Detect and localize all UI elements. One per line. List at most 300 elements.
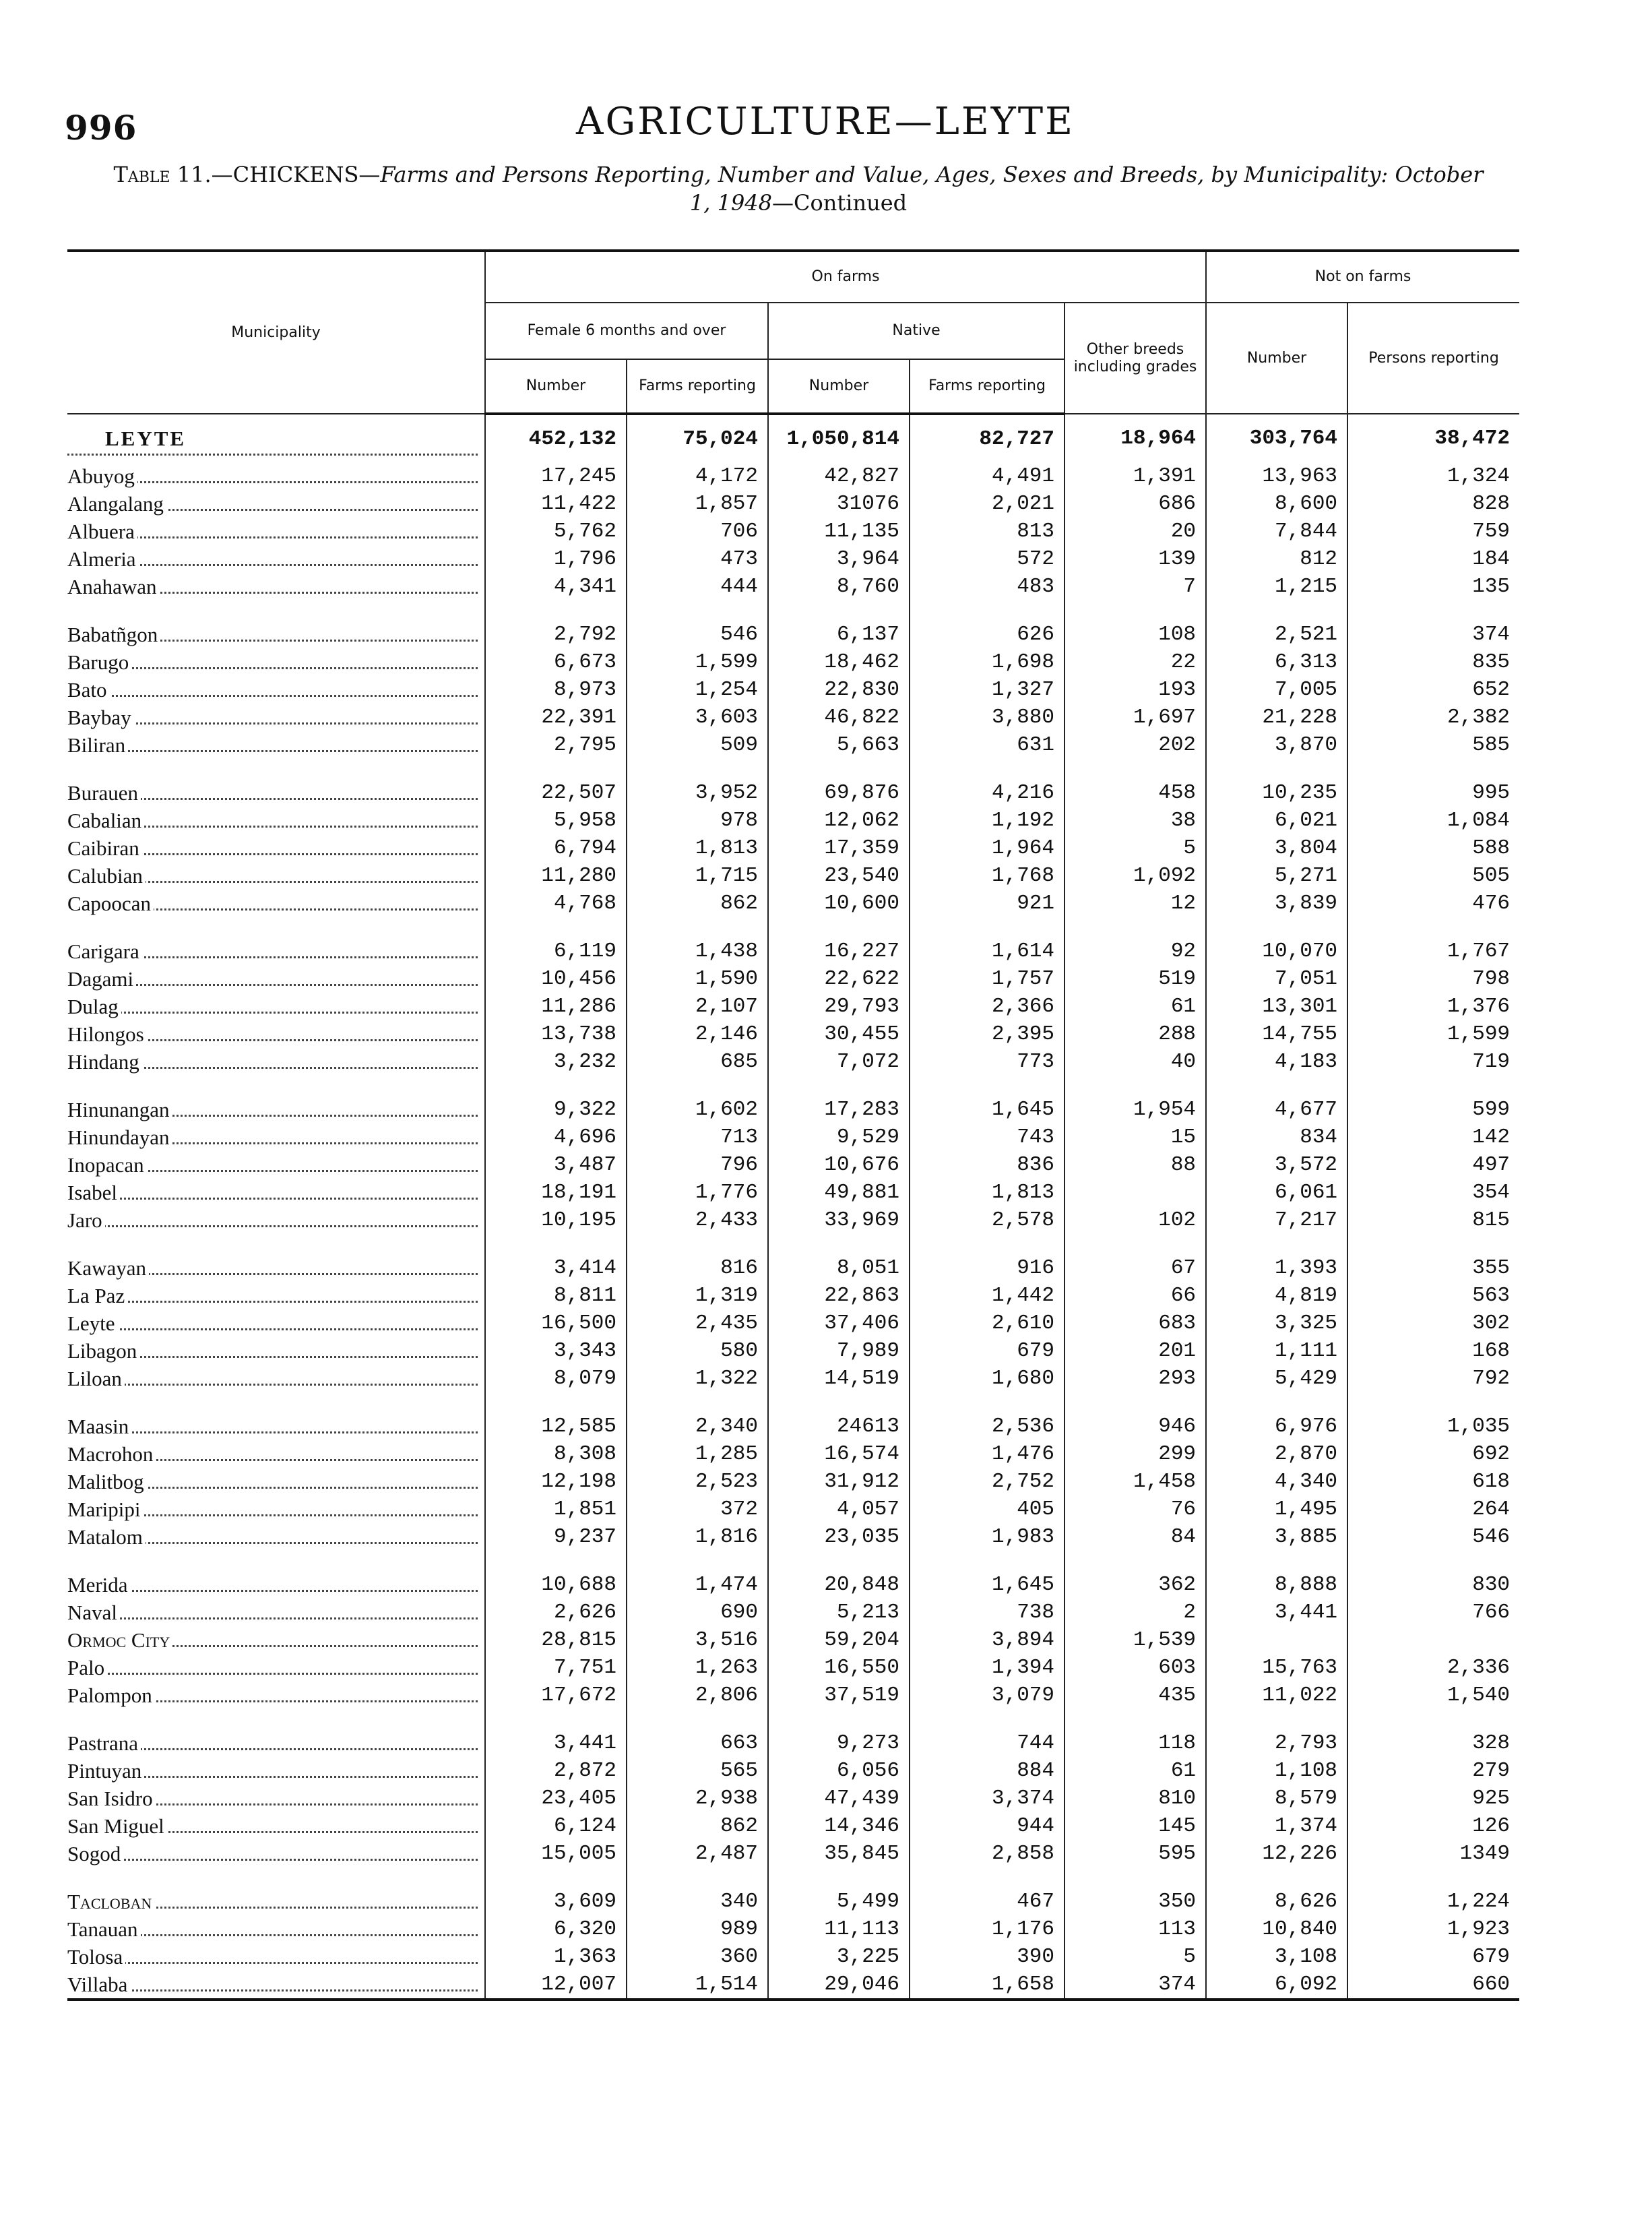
- cell-not-on-farms-number: 7,217: [1206, 1206, 1347, 1234]
- municipality-name: Dagami: [67, 967, 136, 991]
- municipality-name: Tolosa: [67, 1945, 125, 1969]
- cell-female-farms: 713: [627, 1123, 768, 1151]
- cell-persons-reporting: 830: [1347, 1571, 1519, 1599]
- cell-native-number: 8,760: [768, 573, 910, 600]
- cell-native-farms: 4,491: [910, 462, 1065, 490]
- municipality-name: Alangalang: [67, 492, 166, 516]
- table-row: [67, 890, 1519, 917]
- cell-not-on-farms-number: 6,313: [1206, 648, 1347, 676]
- cell-name: [67, 807, 485, 834]
- group-spacer: [67, 1709, 1519, 1729]
- cell-other-breeds: 88: [1065, 1151, 1206, 1179]
- table-row: [67, 1840, 1519, 1867]
- cell-native-number: 5,499: [768, 1888, 910, 1915]
- cell-persons-reporting: 497: [1347, 1151, 1519, 1179]
- cell-other-breeds: 686: [1065, 490, 1206, 518]
- cell-other-breeds: 76: [1065, 1495, 1206, 1523]
- cell-other-breeds: 108: [1065, 621, 1206, 648]
- cell-other-breeds: 61: [1065, 993, 1206, 1020]
- cell-persons-reporting: 279: [1347, 1757, 1519, 1785]
- spacer-cell: [627, 759, 768, 779]
- cell-native-farms: 1,964: [910, 834, 1065, 862]
- cell-other-breeds: 1,954: [1065, 1096, 1206, 1123]
- spacer-cell: [67, 1867, 485, 1888]
- spacer-cell: [67, 600, 485, 621]
- cell-native-farms: 738: [910, 1599, 1065, 1626]
- group-spacer: [67, 1234, 1519, 1254]
- header-female-number: Number: [485, 359, 627, 414]
- cell-female-number: 22,507: [485, 779, 627, 807]
- table-row: [67, 676, 1519, 704]
- spacer-cell: [1206, 600, 1347, 621]
- cell-not-on-farms-number: 3,804: [1206, 834, 1347, 862]
- cell-native-farms: 1,176: [910, 1915, 1065, 1943]
- total-not-on-farms-number: 303,764: [1206, 414, 1347, 462]
- cell-other-breeds: 102: [1065, 1206, 1206, 1234]
- cell-name: [67, 1915, 485, 1943]
- cell-native-number: 6,137: [768, 621, 910, 648]
- cell-persons-reporting: 719: [1347, 1048, 1519, 1076]
- cell-female-number: 18,191: [485, 1179, 627, 1206]
- cell-native-farms: 572: [910, 545, 1065, 573]
- cell-native-number: 14,519: [768, 1365, 910, 1392]
- table-row: [67, 518, 1519, 545]
- cell-female-number: 5,958: [485, 807, 627, 834]
- cell-not-on-farms-number: 13,963: [1206, 462, 1347, 490]
- cell-other-breeds: 1,391: [1065, 462, 1206, 490]
- municipality-name: Sogod: [67, 1842, 123, 1865]
- spacer-cell: [768, 759, 910, 779]
- spacer-cell: [67, 1392, 485, 1413]
- cell-native-number: 7,989: [768, 1337, 910, 1365]
- cell-name: [67, 621, 485, 648]
- cell-native-farms: 1,614: [910, 937, 1065, 965]
- group-spacer: [67, 759, 1519, 779]
- cell-not-on-farms-number: 8,600: [1206, 490, 1347, 518]
- spacer-cell: [627, 1709, 768, 1729]
- spacer-cell: [485, 1234, 627, 1254]
- cell-name: [67, 1523, 485, 1551]
- cell-female-farms: 1,715: [627, 862, 768, 890]
- cell-persons-reporting: 815: [1347, 1206, 1519, 1234]
- cell-persons-reporting: 652: [1347, 676, 1519, 704]
- cell-female-number: 6,794: [485, 834, 627, 862]
- header-persons-reporting: Persons reporting: [1347, 303, 1519, 414]
- chickens-table: [67, 249, 1519, 2001]
- spacer-cell: [485, 1076, 627, 1096]
- spacer-cell: [1065, 1867, 1206, 1888]
- cell-name: [67, 993, 485, 1020]
- cell-female-number: 17,672: [485, 1681, 627, 1709]
- cell-female-farms: 862: [627, 890, 768, 917]
- cell-female-farms: 509: [627, 731, 768, 759]
- cell-native-farms: 1,645: [910, 1096, 1065, 1123]
- group-spacer: [67, 1392, 1519, 1413]
- cell-persons-reporting: 1349: [1347, 1840, 1519, 1867]
- municipality-name: Baybay: [67, 706, 134, 729]
- table-row: [67, 1495, 1519, 1523]
- cell-female-farms: 989: [627, 1915, 768, 1943]
- cell-name: [67, 1812, 485, 1840]
- cell-other-breeds: 362: [1065, 1571, 1206, 1599]
- cell-not-on-farms-number: 3,572: [1206, 1151, 1347, 1179]
- cell-native-farms: 3,880: [910, 704, 1065, 731]
- table-row: [67, 1599, 1519, 1626]
- table-row: [67, 1943, 1519, 1971]
- cell-female-farms: 1,590: [627, 965, 768, 993]
- spacer-cell: [627, 600, 768, 621]
- table-row: [67, 1812, 1519, 1840]
- municipality-name: Biliran: [67, 733, 128, 757]
- cell-other-breeds: 946: [1065, 1413, 1206, 1440]
- cell-other-breeds: 202: [1065, 731, 1206, 759]
- cell-female-farms: 1,857: [627, 490, 768, 518]
- municipality-name: San Isidro: [67, 1787, 156, 1810]
- cell-other-breeds: 519: [1065, 965, 1206, 993]
- cell-name: [67, 545, 485, 573]
- cell-native-farms: 2,858: [910, 1840, 1065, 1867]
- cell-not-on-farms-number: 3,885: [1206, 1523, 1347, 1551]
- spacer-cell: [627, 1867, 768, 1888]
- cell-not-on-farms-number: 1,215: [1206, 573, 1347, 600]
- spacer-cell: [485, 600, 627, 621]
- cell-native-farms: 467: [910, 1888, 1065, 1915]
- total-native-number: 1,050,814: [768, 414, 910, 462]
- cell-persons-reporting: 1,324: [1347, 462, 1519, 490]
- cell-female-number: 8,079: [485, 1365, 627, 1392]
- cell-not-on-farms-number: 10,840: [1206, 1915, 1347, 1943]
- cell-female-farms: 546: [627, 621, 768, 648]
- cell-female-farms: 796: [627, 1151, 768, 1179]
- cell-native-number: 7,072: [768, 1048, 910, 1076]
- cell-female-number: 4,696: [485, 1123, 627, 1151]
- cell-not-on-farms-number: 834: [1206, 1123, 1347, 1151]
- cell-name: [67, 779, 485, 807]
- cell-female-farms: 1,813: [627, 834, 768, 862]
- cell-native-farms: 4,216: [910, 779, 1065, 807]
- table-row: [67, 1654, 1519, 1681]
- spacer-cell: [67, 917, 485, 937]
- cell-name: [67, 1179, 485, 1206]
- cell-native-farms: 916: [910, 1254, 1065, 1282]
- table-row: [67, 1971, 1519, 2000]
- cell-not-on-farms-number: 2,870: [1206, 1440, 1347, 1468]
- cell-native-number: 31076: [768, 490, 910, 518]
- cell-not-on-farms-number: 6,976: [1206, 1413, 1347, 1440]
- cell-female-number: 13,738: [485, 1020, 627, 1048]
- cell-native-farms: 744: [910, 1729, 1065, 1757]
- cell-persons-reporting: 1,599: [1347, 1020, 1519, 1048]
- header-native: Native: [768, 303, 1065, 359]
- cell-persons-reporting: 354: [1347, 1179, 1519, 1206]
- municipality-name: Albuera: [67, 520, 137, 543]
- total-female-farms: 75,024: [627, 414, 768, 462]
- cell-native-number: 37,519: [768, 1681, 910, 1709]
- cell-native-number: 29,793: [768, 993, 910, 1020]
- municipality-name: Leyte: [67, 1311, 118, 1335]
- spacer-cell: [1206, 1551, 1347, 1571]
- cell-native-farms: 1,442: [910, 1282, 1065, 1309]
- municipality-name: Maripipi: [67, 1497, 144, 1521]
- cell-name: [67, 1468, 485, 1495]
- spacer-cell: [627, 1076, 768, 1096]
- cell-name: [67, 1495, 485, 1523]
- spacer-cell: [627, 1392, 768, 1413]
- cell-female-number: 16,500: [485, 1309, 627, 1337]
- spacer-cell: [1065, 1551, 1206, 1571]
- cell-native-number: 23,540: [768, 862, 910, 890]
- spacer-cell: [1347, 917, 1519, 937]
- cell-female-farms: 340: [627, 1888, 768, 1915]
- cell-native-number: 35,845: [768, 1840, 910, 1867]
- cell-other-breeds: 1,092: [1065, 862, 1206, 890]
- spacer-cell: [1065, 1709, 1206, 1729]
- caption-continued: —Continued: [772, 190, 908, 216]
- cell-other-breeds: 145: [1065, 1812, 1206, 1840]
- cell-female-farms: 2,107: [627, 993, 768, 1020]
- cell-female-number: 17,245: [485, 462, 627, 490]
- cell-female-number: 6,124: [485, 1812, 627, 1840]
- cell-female-number: 12,007: [485, 1971, 627, 2000]
- cell-not-on-farms-number: 15,763: [1206, 1654, 1347, 1681]
- spacer-cell: [1206, 1392, 1347, 1413]
- cell-name: [67, 1626, 485, 1654]
- cell-not-on-farms-number: 4,677: [1206, 1096, 1347, 1123]
- cell-native-farms: 1,645: [910, 1571, 1065, 1599]
- cell-native-farms: 773: [910, 1048, 1065, 1076]
- cell-native-farms: 3,079: [910, 1681, 1065, 1709]
- header-female: Female 6 months and over: [485, 303, 768, 359]
- table-row: [67, 731, 1519, 759]
- caption-table-label: Table 11.: [113, 162, 212, 187]
- cell-female-farms: 663: [627, 1729, 768, 1757]
- cell-native-number: 18,462: [768, 648, 910, 676]
- cell-other-breeds: 113: [1065, 1915, 1206, 1943]
- cell-native-number: 33,969: [768, 1206, 910, 1234]
- cell-native-number: 6,056: [768, 1757, 910, 1785]
- cell-not-on-farms-number: 3,441: [1206, 1599, 1347, 1626]
- spacer-cell: [1206, 759, 1347, 779]
- municipality-name: Macrohon: [67, 1442, 156, 1466]
- cell-persons-reporting: 1,035: [1347, 1413, 1519, 1440]
- cell-female-farms: 1,474: [627, 1571, 768, 1599]
- cell-name: [67, 937, 485, 965]
- cell-female-farms: 2,146: [627, 1020, 768, 1048]
- municipality-name: Barugo: [67, 650, 131, 674]
- cell-not-on-farms-number: 1,393: [1206, 1254, 1347, 1282]
- cell-other-breeds: 139: [1065, 545, 1206, 573]
- cell-female-number: 15,005: [485, 1840, 627, 1867]
- spacer-cell: [910, 600, 1065, 621]
- table-row: [67, 1440, 1519, 1468]
- cell-native-farms: 3,894: [910, 1626, 1065, 1654]
- cell-not-on-farms-number: 6,061: [1206, 1179, 1347, 1206]
- cell-native-number: 22,830: [768, 676, 910, 704]
- table-caption: [108, 160, 1489, 217]
- cell-native-number: 23,035: [768, 1523, 910, 1551]
- cell-native-farms: 2,395: [910, 1020, 1065, 1048]
- cell-native-number: 4,057: [768, 1495, 910, 1523]
- spacer-cell: [627, 1551, 768, 1571]
- cell-persons-reporting: 2,336: [1347, 1654, 1519, 1681]
- municipality-name: Kawayan: [67, 1256, 149, 1280]
- table-row: [67, 1048, 1519, 1076]
- cell-persons-reporting: 302: [1347, 1309, 1519, 1337]
- cell-not-on-farms-number: [1206, 1626, 1347, 1654]
- cell-female-number: 11,422: [485, 490, 627, 518]
- cell-female-number: 3,414: [485, 1254, 627, 1282]
- cell-persons-reporting: 135: [1347, 573, 1519, 600]
- total-native-farms: 82,727: [910, 414, 1065, 462]
- cell-female-farms: 862: [627, 1812, 768, 1840]
- municipality-name: Calubian: [67, 864, 146, 888]
- cell-female-number: 4,341: [485, 573, 627, 600]
- cell-persons-reporting: 766: [1347, 1599, 1519, 1626]
- group-spacer: [67, 1551, 1519, 1571]
- cell-native-farms: 483: [910, 573, 1065, 600]
- cell-female-farms: 816: [627, 1254, 768, 1282]
- cell-native-number: 47,439: [768, 1785, 910, 1812]
- group-spacer: [67, 1867, 1519, 1888]
- cell-female-number: 3,343: [485, 1337, 627, 1365]
- municipality-name: Carigara: [67, 939, 142, 963]
- cell-not-on-farms-number: 13,301: [1206, 993, 1347, 1020]
- spacer-cell: [1065, 917, 1206, 937]
- cell-other-breeds: 20: [1065, 518, 1206, 545]
- table-row: [67, 1729, 1519, 1757]
- cell-persons-reporting: [1347, 1626, 1519, 1654]
- spacer-cell: [485, 917, 627, 937]
- spacer-cell: [67, 1234, 485, 1254]
- cell-persons-reporting: 1,376: [1347, 993, 1519, 1020]
- cell-persons-reporting: 925: [1347, 1785, 1519, 1812]
- cell-name: [67, 462, 485, 490]
- cell-other-breeds: 40: [1065, 1048, 1206, 1076]
- spacer-cell: [1206, 1867, 1347, 1888]
- cell-name: [67, 1943, 485, 1971]
- cell-female-number: 10,456: [485, 965, 627, 993]
- cell-name: [67, 1123, 485, 1151]
- cell-other-breeds: 299: [1065, 1440, 1206, 1468]
- municipality-name: Abuyog: [67, 464, 137, 488]
- table-row: [67, 1179, 1519, 1206]
- cell-not-on-farms-number: 3,839: [1206, 890, 1347, 917]
- header-municipality: Municipality: [67, 251, 485, 414]
- cell-native-number: 14,346: [768, 1812, 910, 1840]
- spacer-cell: [67, 759, 485, 779]
- cell-female-farms: 2,433: [627, 1206, 768, 1234]
- cell-female-farms: 1,599: [627, 648, 768, 676]
- cell-not-on-farms-number: 12,226: [1206, 1840, 1347, 1867]
- cell-native-farms: 2,752: [910, 1468, 1065, 1495]
- cell-native-number: 16,550: [768, 1654, 910, 1681]
- spacer-cell: [1347, 759, 1519, 779]
- spacer-cell: [1347, 1709, 1519, 1729]
- spacer-cell: [485, 1709, 627, 1729]
- cell-persons-reporting: 168: [1347, 1337, 1519, 1365]
- spacer-cell: [910, 759, 1065, 779]
- table-row: [67, 1151, 1519, 1179]
- municipality-name: Maasin: [67, 1415, 131, 1438]
- cell-female-farms: 1,438: [627, 937, 768, 965]
- cell-female-farms: 1,776: [627, 1179, 768, 1206]
- cell-not-on-farms-number: 4,819: [1206, 1282, 1347, 1309]
- cell-native-farms: 631: [910, 731, 1065, 759]
- table-row: [67, 648, 1519, 676]
- cell-female-farms: 685: [627, 1048, 768, 1076]
- cell-native-number: 30,455: [768, 1020, 910, 1048]
- cell-persons-reporting: 505: [1347, 862, 1519, 890]
- cell-female-number: 12,198: [485, 1468, 627, 1495]
- cell-female-number: 8,308: [485, 1440, 627, 1468]
- cell-native-number: 42,827: [768, 462, 910, 490]
- spacer-cell: [910, 1551, 1065, 1571]
- cell-native-number: 9,273: [768, 1729, 910, 1757]
- cell-other-breeds: 61: [1065, 1757, 1206, 1785]
- cell-other-breeds: 5: [1065, 1943, 1206, 1971]
- cell-native-number: 3,964: [768, 545, 910, 573]
- spacer-cell: [768, 917, 910, 937]
- cell-native-farms: 836: [910, 1151, 1065, 1179]
- cell-other-breeds: 38: [1065, 807, 1206, 834]
- municipality-name: Hinunangan: [67, 1098, 172, 1121]
- cell-native-farms: 1,680: [910, 1365, 1065, 1392]
- cell-native-farms: 1,192: [910, 807, 1065, 834]
- spacer-cell: [910, 1867, 1065, 1888]
- municipality-name: Capoocan: [67, 892, 154, 915]
- municipality-name: Hindang: [67, 1050, 142, 1074]
- table-row: [67, 704, 1519, 731]
- cell-not-on-farms-number: 1,108: [1206, 1757, 1347, 1785]
- cell-persons-reporting: 835: [1347, 648, 1519, 676]
- cell-not-on-farms-number: 7,005: [1206, 676, 1347, 704]
- cell-female-farms: 978: [627, 807, 768, 834]
- cell-not-on-farms-number: 10,235: [1206, 779, 1347, 807]
- municipality-name: Jaro: [67, 1208, 105, 1232]
- municipality-name: San Miguel: [67, 1814, 167, 1838]
- cell-not-on-farms-number: 1,495: [1206, 1495, 1347, 1523]
- cell-female-number: 3,609: [485, 1888, 627, 1915]
- total-row: [67, 414, 1519, 462]
- table-row: [67, 1785, 1519, 1812]
- cell-persons-reporting: 328: [1347, 1729, 1519, 1757]
- cell-other-breeds: 435: [1065, 1681, 1206, 1709]
- cell-native-farms: 884: [910, 1757, 1065, 1785]
- cell-native-number: 9,529: [768, 1123, 910, 1151]
- cell-persons-reporting: 995: [1347, 779, 1519, 807]
- cell-other-breeds: 7: [1065, 573, 1206, 600]
- group-spacer: [67, 917, 1519, 937]
- table-row: [67, 1096, 1519, 1123]
- header-native-farms-reporting: Farms reporting: [910, 359, 1065, 414]
- cell-female-farms: 3,952: [627, 779, 768, 807]
- cell-name: [67, 676, 485, 704]
- cell-female-number: 8,811: [485, 1282, 627, 1309]
- header-female-farms-reporting: Farms reporting: [627, 359, 768, 414]
- municipality-name: Villaba: [67, 1973, 130, 1996]
- cell-native-number: 10,600: [768, 890, 910, 917]
- cell-native-farms: 2,610: [910, 1309, 1065, 1337]
- cell-native-number: 22,863: [768, 1282, 910, 1309]
- cell-female-number: 3,487: [485, 1151, 627, 1179]
- cell-female-number: 6,119: [485, 937, 627, 965]
- cell-female-farms: 2,806: [627, 1681, 768, 1709]
- municipality-name: Bato: [67, 678, 110, 702]
- spacer-cell: [1065, 1392, 1206, 1413]
- table-row: [67, 1681, 1519, 1709]
- cell-female-number: 22,391: [485, 704, 627, 731]
- header-not-on-farms: Not on farms: [1206, 251, 1519, 303]
